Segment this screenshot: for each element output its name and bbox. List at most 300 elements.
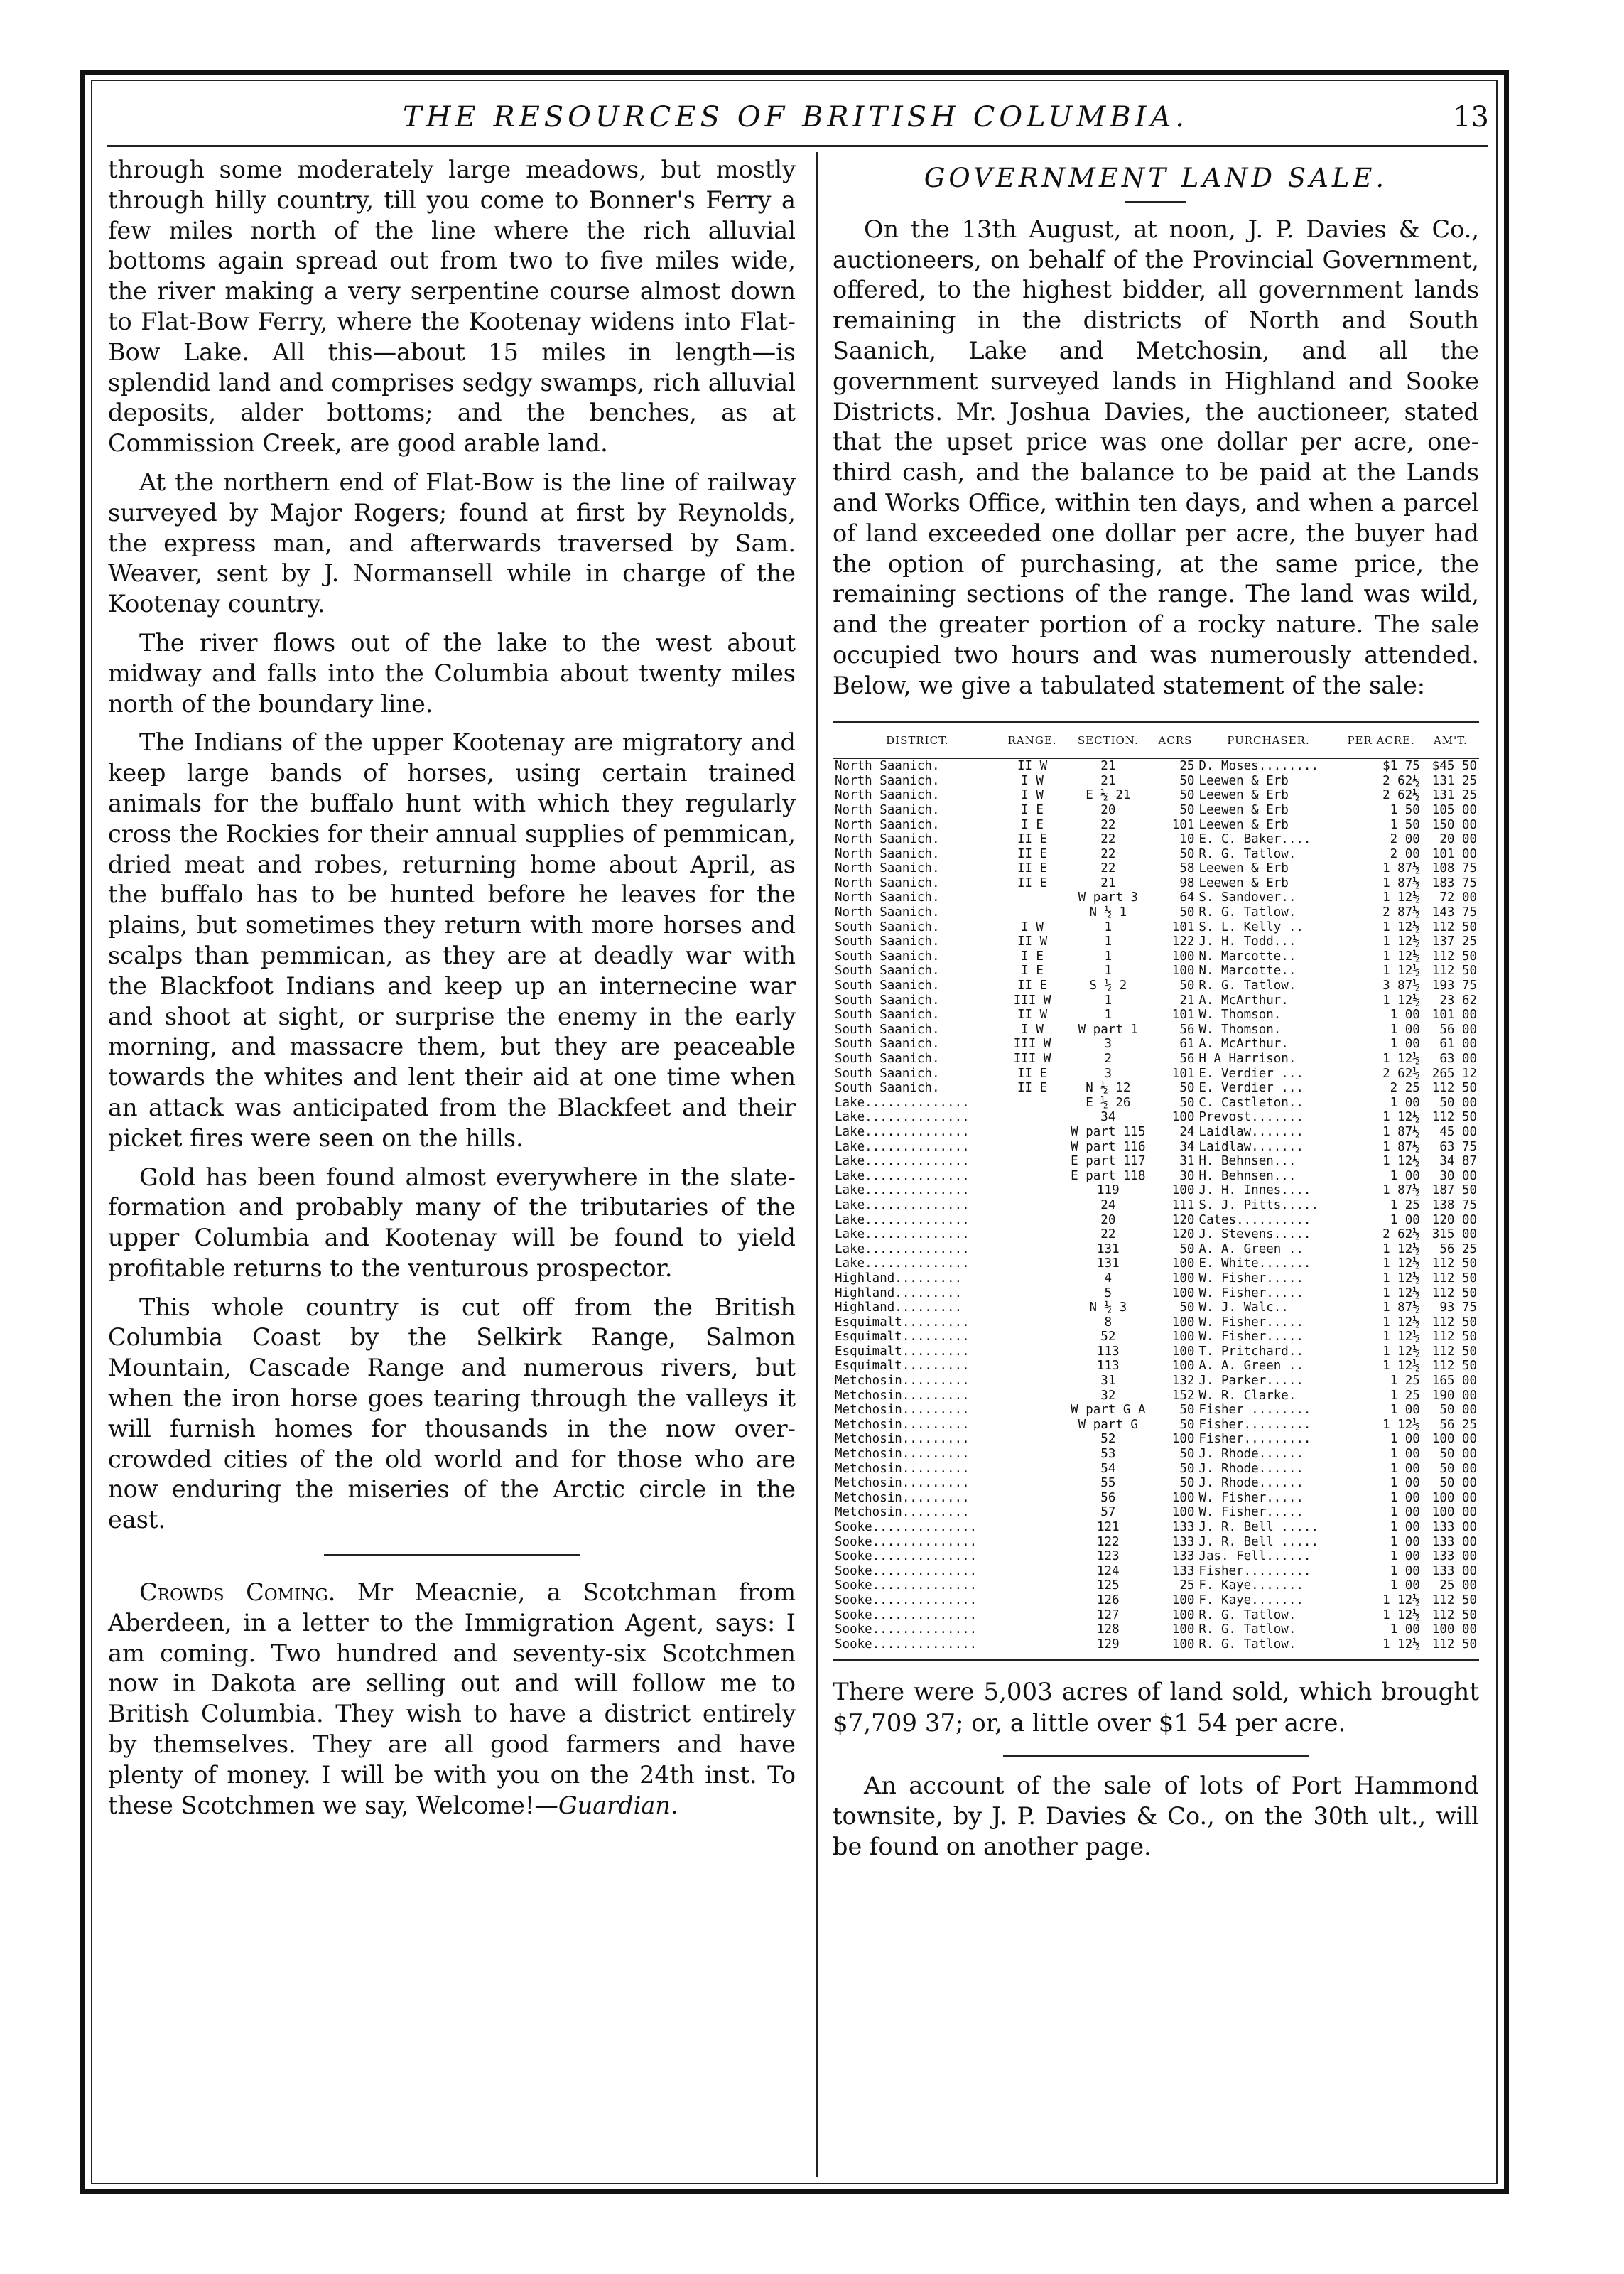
table-cell: 1 12½	[1382, 1052, 1420, 1067]
column-header: DISTRICT.	[833, 728, 1002, 759]
table-row	[833, 847, 1479, 862]
table-cell: 1	[1104, 949, 1113, 964]
table-cell: H. Behnsen...	[1198, 1168, 1297, 1183]
table-row	[833, 1008, 1479, 1023]
table-cell: Fisher.........	[1198, 1563, 1311, 1578]
table-cell: R. G. Tatlow.	[1198, 1637, 1297, 1651]
paragraph: through some moderately large meadows, but mostly through hilly country, till you come to Bonner's Ferry a few miles north of the line where the rich alluvial bottoms again spread out from two to five miles wide, the river making a very serpentine course almost down to Flat-Bow Ferry, where the Kootenay widens into Flat-Bow Lake. All this—about 15 miles in length—is splendid land and comprises sedgy swamps, rich alluvial deposits, alder bottoms; and the benches, as at Commission Creek, are good arable land.	[108, 156, 796, 458]
table-cell: 100 00	[1431, 1505, 1477, 1520]
table-cell	[1002, 1359, 1063, 1374]
table-cell: 112 50	[1431, 1359, 1477, 1374]
table-cell: 1 00	[1390, 1095, 1420, 1110]
table-cell: III W	[1013, 993, 1051, 1008]
table-cell: 1 12½	[1382, 1344, 1420, 1359]
table-cell: 50	[1179, 1095, 1195, 1110]
table-cell: 123	[1097, 1549, 1120, 1564]
table-cell: North Saanich.	[835, 861, 940, 876]
table-cell: Leewen & Erb	[1198, 802, 1289, 817]
table-cell: 152	[1171, 1388, 1195, 1403]
intro-paragraph: On the 13th August, at noon, J. P. Davies & Co., auctioneers, on behalf of the Provincial Government, offered, to the highest bidder, all government lands remaining in the districts of North and South Saanich, Lake and Metchosin, and all the government surveyed lands in Highland and Sooke Districts. Mr. Joshua Davies, the auctioneer, stated that the upset price was one dollar per acre, one-third cash, and the balance to be paid at the Lands and Works Office, within ten days, and when a parcel of land exceeded one dollar per acre, the buyer had the option of purchasing, at the same price, the remaining sections of the range. The land was wild, and the greater portion of a rocky nature. The sale occupied two hours and was numerously attended. Below, we give a tabulated statement of the sale:	[833, 215, 1479, 699]
table-cell: Sooke..............	[835, 1637, 978, 1651]
table-cell: 1 00	[1390, 1037, 1420, 1052]
table-cell	[1002, 1227, 1063, 1242]
section-separator	[1003, 1755, 1309, 1757]
table-cell: 133	[1171, 1563, 1195, 1578]
table-cell: 10	[1179, 832, 1195, 847]
table-cell: 1 00	[1390, 1432, 1420, 1447]
table-cell: 57	[1100, 1505, 1116, 1520]
table-row	[833, 1345, 1479, 1359]
table-cell: 1	[1104, 1008, 1113, 1023]
table-cell	[1002, 1505, 1063, 1520]
table-cell: 112 50	[1431, 1593, 1477, 1607]
table-cell: 3 87½	[1382, 979, 1420, 993]
table-cell: 54	[1100, 1461, 1116, 1476]
table-cell: 22	[1100, 846, 1116, 861]
table-row	[833, 1622, 1479, 1637]
table-cell: I W	[1021, 1022, 1044, 1037]
table-cell: J. H. Innes....	[1198, 1183, 1311, 1198]
header-rule	[107, 145, 1488, 147]
table-cell: Sooke..............	[835, 1520, 978, 1535]
table-cell: Sooke..............	[835, 1563, 978, 1578]
table-cell: 265 12	[1431, 1066, 1477, 1081]
table-cell: 2	[1104, 1052, 1113, 1067]
table-cell: 50 00	[1439, 1447, 1477, 1462]
table-cell: H A Harrison.	[1198, 1052, 1297, 1067]
table-cell: Fisher.........	[1198, 1432, 1311, 1447]
table-cell: North Saanich.	[835, 759, 940, 774]
table-cell	[1002, 1608, 1063, 1623]
table-cell	[1002, 1520, 1063, 1535]
table-row	[833, 1315, 1479, 1330]
table-cell: Laidlaw.......	[1198, 1124, 1304, 1139]
table-cell: 50	[1179, 1300, 1195, 1315]
table-cell: 112 50	[1431, 1315, 1477, 1330]
table-cell: N. Marcotte..	[1198, 949, 1297, 964]
table-cell	[1002, 1476, 1063, 1491]
table-cell: 133 00	[1431, 1534, 1477, 1549]
table-cell: South Saanich.	[835, 949, 940, 964]
table-cell: 129	[1097, 1637, 1120, 1651]
table-cell: 1 87½	[1382, 1183, 1420, 1198]
table-cell: 1 00	[1390, 1022, 1420, 1037]
table-cell: 119	[1097, 1183, 1120, 1198]
table-row	[833, 1271, 1479, 1286]
table-cell: 1 12½	[1382, 1315, 1420, 1330]
table-cell: 101	[1171, 1066, 1195, 1081]
table-cell: 138 75	[1431, 1197, 1477, 1212]
notice-text: Mr Meacnie, a Scotchman from Aberdeen, in a letter to the Immigration Agent, says: I am coming. Two hundred and seventy-six Scotchmen now in Dakota are selling out and will follow me to British Columbia. They wish to have a district entirely by themselves. They are all good farmers and have plenty of money. I will be with you on the 24th inst. To these Scotchmen we say, Welcome!—	[108, 1578, 796, 1819]
table-cell: 122	[1171, 934, 1195, 949]
table-cell: 1 00	[1390, 1622, 1420, 1637]
table-cell: 98	[1179, 875, 1195, 890]
table-cell: S. L. Kelly ..	[1198, 920, 1304, 934]
notice-paragraph	[108, 1578, 796, 1821]
table-cell: D. Moses........	[1198, 759, 1319, 774]
table-cell: 113	[1097, 1359, 1120, 1374]
paragraph: The Indians of the upper Kootenay are migratory and keep large bands of horses, using certain trained animals for the buffalo hunt with which they regularly cross the Rockies for their annual supplies of pemmican, dried meat and robes, returning home about April, as the buffalo has to be hunted before he leaves for the plains, but sometimes they return with more horses and scalps than pemmican, as they are at deadly war with the Blackfoot Indians and keep up an internecine war and shoot at sight, or surprise the enemy in the early morning, and massacre them, but they are peaceable towards the whites and lent their aid at one time when an attack was anticipated from the Blackfeet and their picket fires were seen on the hills.	[108, 728, 796, 1152]
table-cell: 100	[1171, 1286, 1195, 1300]
table-cell: 112 50	[1431, 1256, 1477, 1271]
running-title: THE RESOURCES OF BRITISH COLUMBIA.	[402, 101, 1189, 134]
table-cell: 25	[1179, 1578, 1195, 1593]
table-cell: I E	[1021, 949, 1044, 964]
table-cell: 101	[1171, 1008, 1195, 1023]
table-cell: 111	[1171, 1197, 1195, 1212]
table-cell: 1 25	[1390, 1388, 1420, 1403]
table-row	[833, 1389, 1479, 1403]
table-cell: 122	[1097, 1534, 1120, 1549]
table-cell: 1 12½	[1382, 1330, 1420, 1345]
table-body	[833, 758, 1479, 1651]
table-cell: E ½ 21	[1086, 788, 1131, 803]
table-cell: 30 00	[1439, 1168, 1477, 1183]
table-cell: J. Rhode......	[1198, 1476, 1304, 1491]
column-header: PER ACRE.	[1341, 728, 1422, 759]
table-cell: 120	[1171, 1227, 1195, 1242]
table-cell: 1 12½	[1382, 1607, 1420, 1622]
table-cell: 20	[1100, 802, 1116, 817]
table-cell: 23 62	[1439, 993, 1477, 1008]
table-cell: 34 87	[1439, 1154, 1477, 1169]
table-cell: 1 25	[1390, 1197, 1420, 1212]
table-cell: 1	[1104, 920, 1113, 934]
table-cell: North Saanich.	[835, 802, 940, 817]
notice-source: Guardian.	[558, 1791, 678, 1819]
table-cell: III W	[1013, 1052, 1051, 1067]
table-cell: E. White.......	[1198, 1256, 1311, 1271]
table-cell: F. Kaye.......	[1198, 1578, 1304, 1593]
table-cell: W part G A	[1071, 1403, 1146, 1418]
table-row	[833, 1300, 1479, 1315]
table-cell: North Saanich.	[835, 788, 940, 803]
table-cell: 112 50	[1431, 1330, 1477, 1345]
table-cell: II W	[1017, 1008, 1048, 1023]
table-row	[833, 1023, 1479, 1038]
table-cell	[1002, 1403, 1063, 1418]
table-cell: 112 50	[1431, 1286, 1477, 1300]
table-row	[833, 979, 1479, 993]
table-cell: 105 00	[1431, 802, 1477, 817]
table-cell	[1002, 1637, 1063, 1652]
table-cell: 50	[1179, 1403, 1195, 1418]
table-cell: 1 25	[1390, 1374, 1420, 1389]
table-cell: 131 25	[1431, 788, 1477, 803]
table-cell: W part 116	[1071, 1139, 1146, 1154]
table-cell: E part 117	[1071, 1154, 1146, 1169]
table-cell: 1 12½	[1382, 1359, 1420, 1374]
table-cell: 25 00	[1439, 1578, 1477, 1593]
table-cell: E. Verdier ...	[1198, 1081, 1304, 1096]
table-cell: 133 00	[1431, 1563, 1477, 1578]
table-cell: 112 50	[1431, 1637, 1477, 1651]
table-row	[833, 1535, 1479, 1550]
column-header: PURCHASER.	[1196, 728, 1340, 759]
table-cell: Metchosin.........	[835, 1374, 970, 1389]
table-cell: 133	[1171, 1520, 1195, 1535]
table-row	[833, 993, 1479, 1008]
table-header-row	[833, 728, 1479, 759]
table-cell: North Saanich.	[835, 773, 940, 788]
table-cell: Metchosin.........	[835, 1505, 970, 1520]
table-row	[833, 818, 1479, 833]
table-cell	[1002, 1578, 1063, 1593]
table-row	[833, 1081, 1479, 1096]
table-cell: Fisher ........	[1198, 1403, 1311, 1418]
table-cell: 1 00	[1390, 1461, 1420, 1476]
table-cell: 31	[1179, 1154, 1195, 1169]
table-cell: 1 87½	[1382, 1139, 1420, 1154]
table-cell: R. G. Tatlow.	[1198, 905, 1297, 920]
table-cell: 101	[1171, 920, 1195, 934]
table-cell	[1002, 1418, 1063, 1433]
table-cell: 112 50	[1431, 1110, 1477, 1125]
table-cell: 20	[1100, 1212, 1116, 1227]
paragraph: The river flows out of the lake to the west about midway and falls into the Columbia about twenty miles north of the boundary line.	[108, 628, 796, 718]
table-cell: 30	[1179, 1168, 1195, 1183]
table-cell: Sooke..............	[835, 1607, 978, 1622]
table-cell: Lake..............	[835, 1183, 970, 1198]
table-cell: 50 00	[1439, 1476, 1477, 1491]
table-cell: 8	[1104, 1315, 1113, 1330]
table-cell	[1002, 1286, 1063, 1301]
table-cell: South Saanich.	[835, 1081, 940, 1096]
table-row	[833, 1286, 1479, 1301]
table-row	[833, 1096, 1479, 1111]
table-cell: W. R. Clarke.	[1198, 1388, 1297, 1403]
table-cell: 1 12½	[1382, 1154, 1420, 1169]
table-cell	[1002, 1535, 1063, 1550]
table-cell: $45 50	[1431, 759, 1477, 774]
table-cell: W. Fisher.....	[1198, 1315, 1304, 1330]
table-cell: 108 75	[1431, 861, 1477, 876]
table-cell: 1 00	[1390, 1563, 1420, 1578]
table-cell: 120 00	[1431, 1212, 1477, 1227]
table-row	[833, 758, 1479, 774]
table-cell: 25	[1179, 759, 1195, 774]
table-cell: Metchosin.........	[835, 1490, 970, 1505]
table-row	[833, 934, 1479, 949]
table-cell: 1 00	[1390, 1476, 1420, 1491]
table-cell: 50	[1179, 846, 1195, 861]
table-cell	[1002, 890, 1063, 905]
table-cell: 50	[1179, 1461, 1195, 1476]
table-cell: 1 12½	[1382, 1417, 1420, 1432]
table-cell: 50	[1179, 802, 1195, 817]
table-cell: South Saanich.	[835, 964, 940, 979]
column-header: SECTION.	[1062, 728, 1154, 759]
table-cell: 50	[1179, 1241, 1195, 1256]
table-cell	[1002, 1154, 1063, 1169]
table-cell: 112 50	[1431, 1271, 1477, 1286]
table-cell: 1 00	[1390, 1403, 1420, 1418]
table-row	[833, 1140, 1479, 1155]
table-row	[833, 1359, 1479, 1374]
table-cell: E. Verdier ...	[1198, 1066, 1304, 1081]
table-cell: Esquimalt.........	[835, 1330, 970, 1345]
table-cell: 22	[1100, 832, 1116, 847]
table-cell: 100	[1171, 1607, 1195, 1622]
table-cell: W part 3	[1078, 890, 1138, 905]
table-cell	[1002, 1183, 1063, 1198]
table-cell: W. Fisher.....	[1198, 1330, 1304, 1345]
table-cell: 1 00	[1390, 1490, 1420, 1505]
table-cell: N ½ 3	[1089, 1300, 1127, 1315]
table-cell: 1 12½	[1382, 964, 1420, 979]
table-cell: 58	[1179, 861, 1195, 876]
table-cell: 22	[1100, 861, 1116, 876]
table-cell: 1 00	[1390, 1549, 1420, 1564]
table-cell: 100	[1171, 949, 1195, 964]
table-cell: 1 87½	[1382, 1300, 1420, 1315]
table-cell: W. Fisher.....	[1198, 1505, 1304, 1520]
table-cell: 3	[1104, 1066, 1113, 1081]
table-cell: 128	[1097, 1622, 1120, 1637]
table-cell: 1 12½	[1382, 1637, 1420, 1651]
column-header: RANGE.	[1002, 728, 1063, 759]
table-cell: 45 00	[1439, 1124, 1477, 1139]
table-cell: III W	[1013, 1037, 1051, 1052]
table-cell	[1002, 1622, 1063, 1637]
table-cell: 120	[1171, 1212, 1195, 1227]
table-cell: 50	[1179, 1476, 1195, 1491]
table-cell: 112 50	[1431, 1344, 1477, 1359]
table-cell	[1002, 1110, 1063, 1125]
table-cell: 131 25	[1431, 773, 1477, 788]
table-cell: 21	[1100, 773, 1116, 788]
table-row	[833, 1110, 1479, 1125]
table-cell: 24	[1100, 1197, 1116, 1212]
table-cell: South Saanich.	[835, 1022, 940, 1037]
table-cell: A. A. Green ..	[1198, 1359, 1304, 1374]
table-cell: 1 87½	[1382, 875, 1420, 890]
table-cell: 56	[1179, 1052, 1195, 1067]
table-cell: 190 00	[1431, 1388, 1477, 1403]
table-cell: 315 00	[1431, 1227, 1477, 1242]
table-cell: 1	[1104, 934, 1113, 949]
table-cell	[1002, 1330, 1063, 1345]
table-cell: II E	[1017, 979, 1048, 993]
table-cell: 100	[1171, 1110, 1195, 1125]
table-row	[833, 1403, 1479, 1418]
table-cell: J. Parker.....	[1198, 1374, 1304, 1389]
table-row	[833, 1520, 1479, 1535]
table-cell: 1 12½	[1382, 1110, 1420, 1125]
table-cell	[1002, 905, 1063, 920]
table-cell: 22	[1100, 817, 1116, 832]
table-row	[833, 1198, 1479, 1213]
table-cell: T. Pritchard..	[1198, 1344, 1304, 1359]
table-cell: Sooke..............	[835, 1549, 978, 1564]
table-row	[833, 1242, 1479, 1257]
table-cell: North Saanich.	[835, 832, 940, 847]
table-cell: 133	[1171, 1549, 1195, 1564]
table-cell: 34	[1100, 1110, 1116, 1125]
table-cell: 1 00	[1390, 1578, 1420, 1593]
table-cell: 1 00	[1390, 1447, 1420, 1462]
table-cell	[1002, 1096, 1063, 1111]
table-cell: A. McArthur.	[1198, 993, 1289, 1008]
table-row	[833, 1067, 1479, 1082]
table-cell: 50	[1179, 1447, 1195, 1462]
table-cell: II E	[1017, 875, 1048, 890]
table-cell: 101	[1171, 817, 1195, 832]
table-cell: 21	[1100, 875, 1116, 890]
table-cell: 72 00	[1439, 890, 1477, 905]
table-cell: 52	[1100, 1330, 1116, 1345]
table-cell: Lake..............	[835, 1227, 970, 1242]
table-cell: 1 87½	[1382, 1124, 1420, 1139]
table-cell: Metchosin.........	[835, 1432, 970, 1447]
table-cell: R. G. Tatlow.	[1198, 846, 1297, 861]
table-cell: 2 00	[1390, 846, 1420, 861]
table-cell: 112 50	[1431, 1081, 1477, 1096]
table-row	[833, 788, 1479, 803]
table-cell	[1002, 1271, 1063, 1286]
table-cell: W part 1	[1078, 1022, 1138, 1037]
table-row	[833, 803, 1479, 818]
table-row	[833, 1037, 1479, 1052]
table-cell	[1002, 1432, 1063, 1447]
table-cell: 64	[1179, 890, 1195, 905]
table-cell: 21	[1100, 759, 1116, 774]
table-row	[833, 861, 1479, 876]
table-cell: South Saanich.	[835, 1008, 940, 1023]
table-cell: Metchosin.........	[835, 1447, 970, 1462]
table-cell: 112 50	[1431, 949, 1477, 964]
table-cell: Metchosin.........	[835, 1403, 970, 1418]
table-cell: 121	[1097, 1520, 1120, 1535]
table-cell: II E	[1017, 1081, 1048, 1096]
table-cell: Esquimalt.........	[835, 1315, 970, 1330]
left-column	[108, 155, 796, 1829]
table-cell: 56 00	[1439, 1022, 1477, 1037]
page-number: 13	[1453, 101, 1489, 134]
table-cell	[1002, 1447, 1063, 1462]
table-cell: 21	[1179, 993, 1195, 1008]
table-cell: 2 62½	[1382, 1066, 1420, 1081]
table-cell: 193 75	[1431, 979, 1477, 993]
table-cell: I E	[1021, 964, 1044, 979]
table-cell: Metchosin.........	[835, 1417, 970, 1432]
table-cell: Leewen & Erb	[1198, 875, 1289, 890]
table-cell: 1 12½	[1382, 934, 1420, 949]
table-cell: 101 00	[1431, 846, 1477, 861]
table-cell: North Saanich.	[835, 817, 940, 832]
table-cell: 100	[1171, 1505, 1195, 1520]
table-cell: 112 50	[1431, 920, 1477, 934]
table-cell: 100	[1171, 1330, 1195, 1345]
table-cell	[1002, 1242, 1063, 1257]
table-row	[833, 1432, 1479, 1447]
table-cell: Prevost.......	[1198, 1110, 1304, 1125]
table-row	[833, 1227, 1479, 1242]
table-cell: 1 50	[1390, 817, 1420, 832]
table-cell: E ½ 26	[1086, 1095, 1131, 1110]
table-cell: 112 50	[1431, 964, 1477, 979]
table-cell	[1002, 1491, 1063, 1506]
table-cell: Esquimalt.........	[835, 1359, 970, 1374]
table-cell: 132	[1171, 1374, 1195, 1389]
table-cell: J. H. Todd...	[1198, 934, 1297, 949]
table-cell: North Saanich.	[835, 905, 940, 920]
table-cell: W. Fisher.....	[1198, 1490, 1304, 1505]
table-cell: 133 00	[1431, 1549, 1477, 1564]
table-cell: N. Marcotte..	[1198, 964, 1297, 979]
table-cell: South Saanich.	[835, 1066, 940, 1081]
table-cell: 61 00	[1439, 1037, 1477, 1052]
